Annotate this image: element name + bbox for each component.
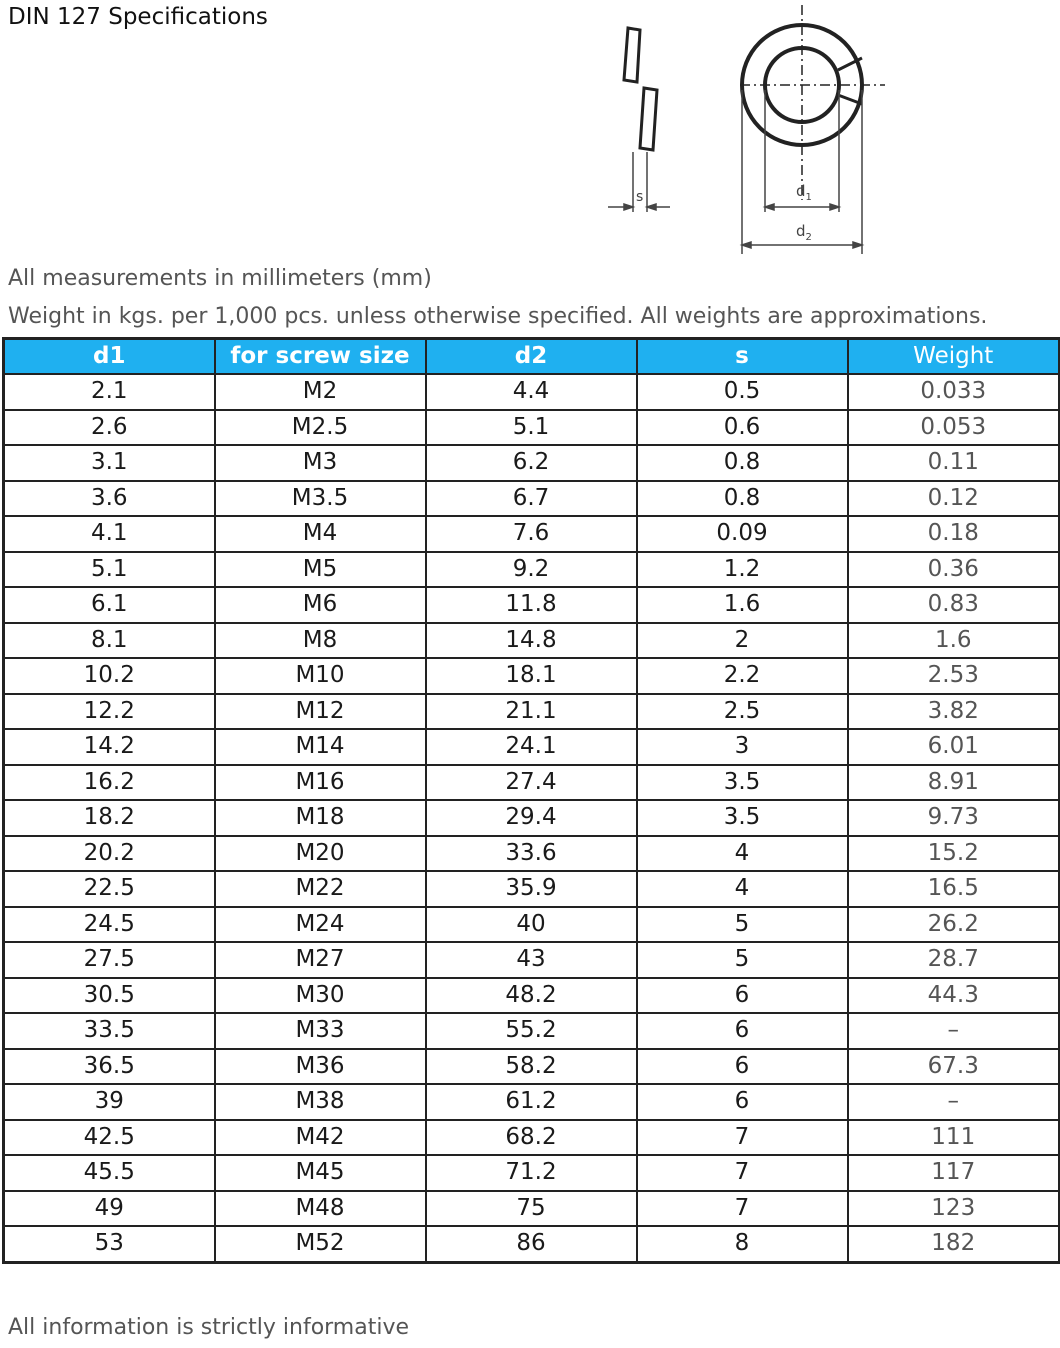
table-row xyxy=(4,1084,1060,1120)
cell-d2: 61.2 xyxy=(426,1084,637,1120)
header-weight: Weight xyxy=(848,339,1060,375)
spring-washer-diagram xyxy=(600,0,900,262)
cell-d2: 29.4 xyxy=(426,800,637,836)
cell-d1: 4.1 xyxy=(4,516,215,552)
table-row xyxy=(4,1191,1060,1227)
cell-d1: 53 xyxy=(4,1226,215,1262)
washer-front-view xyxy=(740,5,885,200)
cell-d1: 5.1 xyxy=(4,552,215,588)
cell-s: 1.6 xyxy=(637,587,848,623)
cell-weight: 44.3 xyxy=(848,978,1060,1014)
cell-screw-size: M18 xyxy=(215,800,426,836)
cell-weight: 3.82 xyxy=(848,694,1060,730)
cell-screw-size: M5 xyxy=(215,552,426,588)
cell-weight: 67.3 xyxy=(848,1049,1060,1085)
table-row xyxy=(4,1013,1060,1049)
cell-s: 3.5 xyxy=(637,765,848,801)
cell-weight: 0.053 xyxy=(848,410,1060,446)
cell-s: 8 xyxy=(637,1226,848,1262)
cell-s: 1.2 xyxy=(637,552,848,588)
cell-d1: 3.6 xyxy=(4,481,215,517)
cell-screw-size: M6 xyxy=(215,587,426,623)
table-row xyxy=(4,658,1060,694)
cell-d2: 48.2 xyxy=(426,978,637,1014)
cell-s: 6 xyxy=(637,1013,848,1049)
cell-d2: 24.1 xyxy=(426,729,637,765)
cell-s: 2.2 xyxy=(637,658,848,694)
cell-d1: 16.2 xyxy=(4,765,215,801)
table-row xyxy=(4,871,1060,907)
footer-note: All information is strictly informative xyxy=(8,1315,410,1340)
cell-weight: 0.18 xyxy=(848,516,1060,552)
cell-weight: 9.73 xyxy=(848,800,1060,836)
cell-d2: 21.1 xyxy=(426,694,637,730)
cell-d2: 35.9 xyxy=(426,871,637,907)
cell-d1: 45.5 xyxy=(4,1155,215,1191)
cell-s: 4 xyxy=(637,836,848,872)
cell-weight: 6.01 xyxy=(848,729,1060,765)
cell-d2: 18.1 xyxy=(426,658,637,694)
cell-weight: 2.53 xyxy=(848,658,1060,694)
label-s: s xyxy=(636,189,644,205)
cell-d2: 5.1 xyxy=(426,410,637,446)
header-d2: d2 xyxy=(426,339,637,375)
thickness-dimension xyxy=(608,152,670,212)
header-s: s xyxy=(637,339,848,375)
cell-d1: 42.5 xyxy=(4,1120,215,1156)
cell-d1: 3.1 xyxy=(4,445,215,481)
cell-screw-size: M45 xyxy=(215,1155,426,1191)
cell-screw-size: M3 xyxy=(215,445,426,481)
cell-d2: 55.2 xyxy=(426,1013,637,1049)
cell-d1: 8.1 xyxy=(4,623,215,659)
cell-d2: 43 xyxy=(426,942,637,978)
cell-screw-size: M4 xyxy=(215,516,426,552)
cell-d2: 68.2 xyxy=(426,1120,637,1156)
cell-d1: 2.1 xyxy=(4,374,215,410)
cell-d1: 39 xyxy=(4,1084,215,1120)
cell-s: 4 xyxy=(637,871,848,907)
cell-d2: 71.2 xyxy=(426,1155,637,1191)
cell-screw-size: M22 xyxy=(215,871,426,907)
table-row xyxy=(4,1120,1060,1156)
cell-d1: 27.5 xyxy=(4,942,215,978)
cell-screw-size: M10 xyxy=(215,658,426,694)
table-row xyxy=(4,1226,1060,1262)
cell-weight: 0.12 xyxy=(848,481,1060,517)
table-header-row xyxy=(4,339,1060,375)
page-title: DIN 127 Specifications xyxy=(8,4,268,30)
cell-screw-size: M27 xyxy=(215,942,426,978)
cell-weight: – xyxy=(848,1084,1060,1120)
cell-weight: 0.033 xyxy=(848,374,1060,410)
table-row xyxy=(4,800,1060,836)
cell-s: 0.6 xyxy=(637,410,848,446)
cell-weight: 0.11 xyxy=(848,445,1060,481)
cell-weight: 28.7 xyxy=(848,942,1060,978)
cell-d1: 10.2 xyxy=(4,658,215,694)
table-row xyxy=(4,587,1060,623)
cell-d2: 33.6 xyxy=(426,836,637,872)
cell-weight: 111 xyxy=(848,1120,1060,1156)
cell-d1: 22.5 xyxy=(4,871,215,907)
cell-screw-size: M16 xyxy=(215,765,426,801)
cell-d2: 4.4 xyxy=(426,374,637,410)
cell-d1: 2.6 xyxy=(4,410,215,446)
cell-screw-size: M8 xyxy=(215,623,426,659)
cell-d1: 49 xyxy=(4,1191,215,1227)
cell-s: 2.5 xyxy=(637,694,848,730)
cell-d2: 27.4 xyxy=(426,765,637,801)
cell-s: 6 xyxy=(637,1049,848,1085)
specifications-table xyxy=(2,337,1060,1264)
cell-weight: 1.6 xyxy=(848,623,1060,659)
cell-s: 0.8 xyxy=(637,445,848,481)
cell-s: 0.09 xyxy=(637,516,848,552)
cell-d1: 30.5 xyxy=(4,978,215,1014)
cell-screw-size: M42 xyxy=(215,1120,426,1156)
cell-screw-size: M2 xyxy=(215,374,426,410)
cell-s: 2 xyxy=(637,623,848,659)
cell-weight: 0.36 xyxy=(848,552,1060,588)
cell-s: 6 xyxy=(637,978,848,1014)
cell-weight: – xyxy=(848,1013,1060,1049)
cell-d2: 14.8 xyxy=(426,623,637,659)
label-d1: $d_1$ xyxy=(796,182,812,203)
cell-s: 7 xyxy=(637,1191,848,1227)
table-row xyxy=(4,978,1060,1014)
cell-screw-size: M20 xyxy=(215,836,426,872)
cell-d1: 20.2 xyxy=(4,836,215,872)
table-row xyxy=(4,907,1060,943)
header-d1: d1 xyxy=(4,339,215,375)
cell-s: 3.5 xyxy=(637,800,848,836)
table-row xyxy=(4,445,1060,481)
table-row xyxy=(4,552,1060,588)
cell-screw-size: M3.5 xyxy=(215,481,426,517)
cell-d2: 75 xyxy=(426,1191,637,1227)
cell-s: 6 xyxy=(637,1084,848,1120)
cell-d2: 40 xyxy=(426,907,637,943)
cell-d1: 18.2 xyxy=(4,800,215,836)
table-row xyxy=(4,516,1060,552)
cell-d2: 58.2 xyxy=(426,1049,637,1085)
cell-s: 3 xyxy=(637,729,848,765)
header-screw-size: for screw size xyxy=(215,339,426,375)
cell-screw-size: M30 xyxy=(215,978,426,1014)
cell-screw-size: M48 xyxy=(215,1191,426,1227)
label-d2: $d_2$ xyxy=(796,222,812,243)
table-row xyxy=(4,623,1060,659)
cell-d1: 33.5 xyxy=(4,1013,215,1049)
table-row xyxy=(4,1049,1060,1085)
cell-d1: 24.5 xyxy=(4,907,215,943)
cell-d1: 14.2 xyxy=(4,729,215,765)
cell-weight: 0.83 xyxy=(848,587,1060,623)
table-row xyxy=(4,729,1060,765)
cell-d1: 36.5 xyxy=(4,1049,215,1085)
cell-screw-size: M38 xyxy=(215,1084,426,1120)
cell-weight: 16.5 xyxy=(848,871,1060,907)
cell-s: 0.5 xyxy=(637,374,848,410)
washer-side-view xyxy=(624,28,657,150)
cell-screw-size: M33 xyxy=(215,1013,426,1049)
table-row xyxy=(4,410,1060,446)
cell-weight: 15.2 xyxy=(848,836,1060,872)
cell-d2: 6.2 xyxy=(426,445,637,481)
cell-d2: 11.8 xyxy=(426,587,637,623)
cell-screw-size: M12 xyxy=(215,694,426,730)
table-row xyxy=(4,1155,1060,1191)
table-row xyxy=(4,765,1060,801)
table-row xyxy=(4,694,1060,730)
cell-s: 5 xyxy=(637,942,848,978)
cell-s: 7 xyxy=(637,1120,848,1156)
cell-s: 5 xyxy=(637,907,848,943)
table-row xyxy=(4,481,1060,517)
cell-weight: 117 xyxy=(848,1155,1060,1191)
cell-d2: 7.6 xyxy=(426,516,637,552)
cell-weight: 182 xyxy=(848,1226,1060,1262)
table-row xyxy=(4,374,1060,410)
table-row xyxy=(4,942,1060,978)
table-row xyxy=(4,836,1060,872)
cell-weight: 26.2 xyxy=(848,907,1060,943)
cell-d2: 86 xyxy=(426,1226,637,1262)
cell-screw-size: M2.5 xyxy=(215,410,426,446)
cell-s: 0.8 xyxy=(637,481,848,517)
cell-weight: 8.91 xyxy=(848,765,1060,801)
weight-note: Weight in kgs. per 1,000 pcs. unless otherwise specified. All weights are approximations. xyxy=(8,304,988,329)
cell-screw-size: M14 xyxy=(215,729,426,765)
cell-d1: 6.1 xyxy=(4,587,215,623)
cell-d1: 12.2 xyxy=(4,694,215,730)
cell-weight: 123 xyxy=(848,1191,1060,1227)
units-note: All measurements in millimeters (mm) xyxy=(8,266,432,291)
cell-d2: 6.7 xyxy=(426,481,637,517)
cell-screw-size: M36 xyxy=(215,1049,426,1085)
cell-d2: 9.2 xyxy=(426,552,637,588)
cell-screw-size: M24 xyxy=(215,907,426,943)
cell-screw-size: M52 xyxy=(215,1226,426,1262)
cell-s: 7 xyxy=(637,1155,848,1191)
